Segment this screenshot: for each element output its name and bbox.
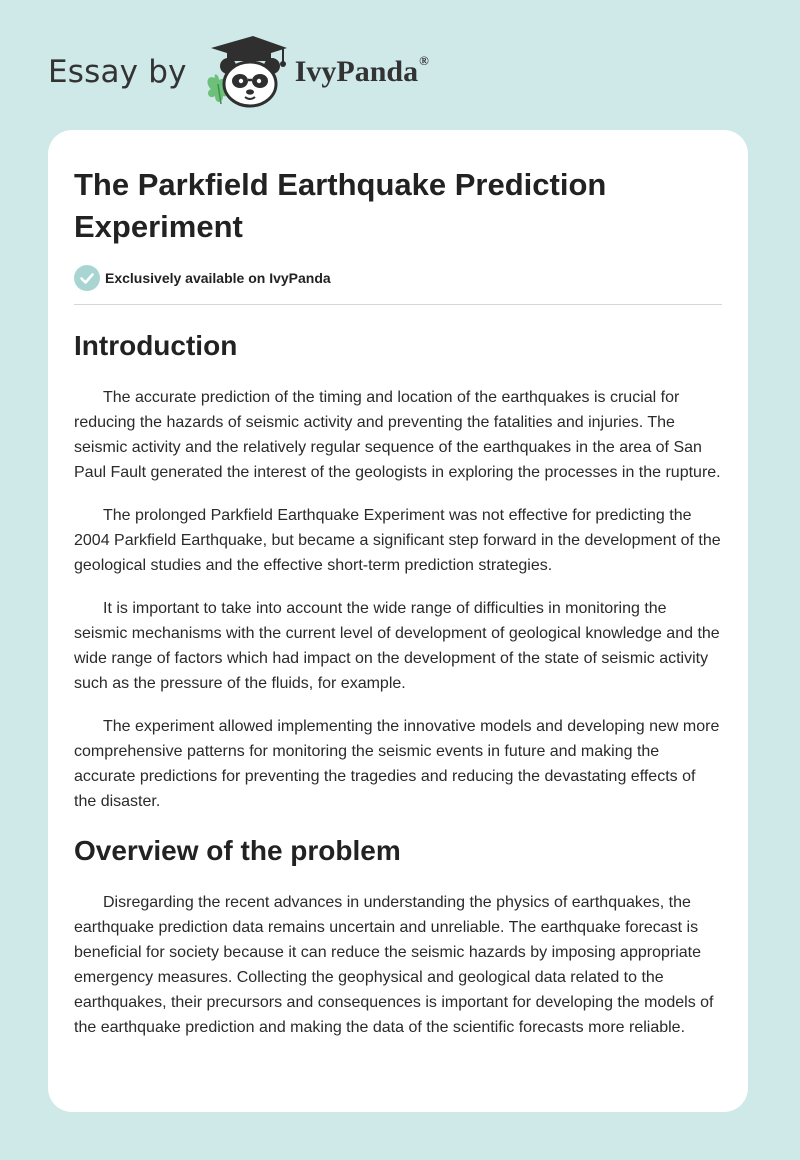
- paragraph: The prolonged Parkfield Earthquake Experiment was not effective for predicting the 2004 Parkfield Earthquake, but became a significant step forward in the development of the geological studies and the effective short-term prediction strategies.: [74, 507, 721, 574]
- section-introduction: [74, 327, 722, 814]
- brand-name[interactable]: IvyPanda®: [294, 53, 429, 88]
- paragraph: The accurate prediction of the timing and location of the earthquakes is crucial for reducing the hazards of seismic activity and preventing the fatalities and injuries. The seismic activity and the relatively regular sequence of the earthquakes in the area of San Paul Fault generated the interest of the geologists in exploring the processes in the rupture.: [74, 389, 721, 481]
- brand-prefix: Essay by: [48, 54, 187, 90]
- essay-title: The Parkfield Earthquake Prediction Experiment: [74, 167, 607, 244]
- section-heading: Overview of the problem: [74, 835, 401, 866]
- paragraph: It is important to take into account the wide range of difficulties in monitoring the seismic mechanisms with the current level of development of geological knowledge and the wide range of factors which had impact on the development of the state of seismic activity such as the pressure of the fluids, for example.: [74, 600, 720, 692]
- site-header: [48, 34, 429, 110]
- panda-logo-icon[interactable]: [201, 34, 291, 110]
- check-circle-icon: [74, 265, 100, 291]
- exclusive-badge: [74, 264, 722, 292]
- title-divider: [74, 304, 722, 305]
- section-heading: Introduction: [74, 330, 238, 361]
- paragraph: The experiment allowed implementing the innovative models and developing new more comprehensive patterns for monitoring the seismic events in future and making the accurate predictions for preventing the tragedies and reducing the devastating effects of the disaster.: [74, 718, 720, 810]
- badge-label: Exclusively available on IvyPanda: [105, 270, 331, 286]
- essay-card: [48, 130, 748, 1112]
- paragraph: Disregarding the recent advances in understanding the physics of earthquakes, the earthquake prediction data remains uncertain and unreliable. The earthquake forecast is beneficial for society because it can reduce the seismic hazards by imposing appropriate emergency measures. Collecting the geophysical and geological data related to the earthquakes, their precursors and consequences is important for developing the models of the earthquake prediction and making the data of the scientific forecasts more reliable.: [74, 894, 714, 1036]
- section-overview: [74, 832, 722, 1040]
- registered-mark: ®: [419, 53, 429, 68]
